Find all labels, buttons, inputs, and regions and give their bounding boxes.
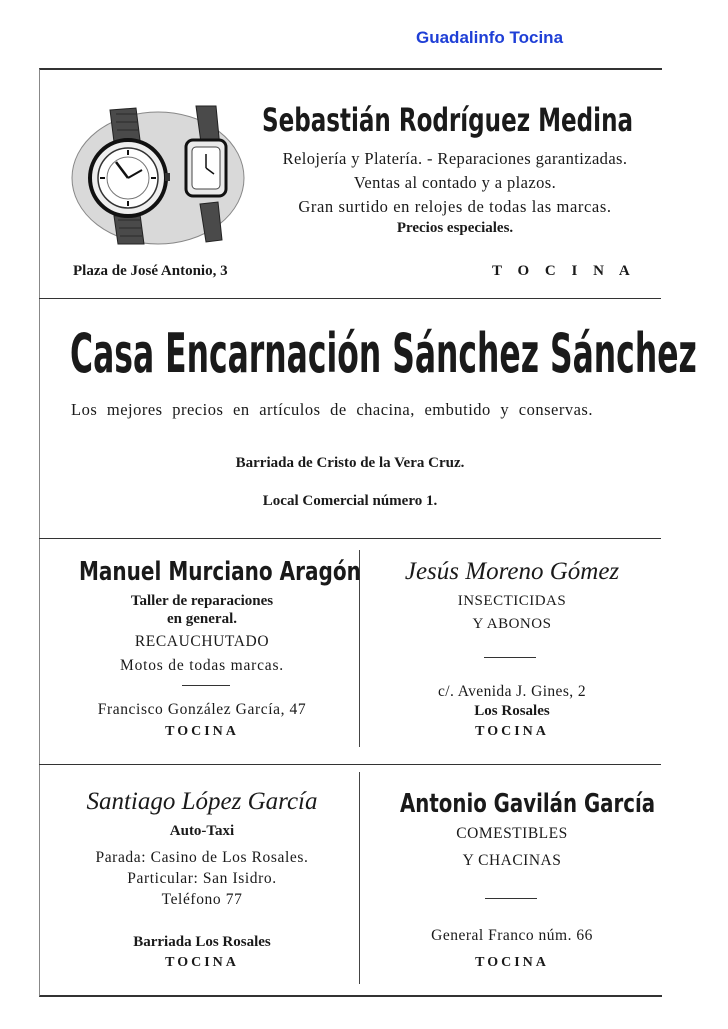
ad-murciano-town: TOCINA — [165, 724, 239, 739]
ad-lopez-town: TOCINA — [165, 955, 239, 970]
ad-watchmaker-address: Plaza de José Antonio, 3 — [73, 263, 228, 279]
ad-murciano-name: Manuel Murciano Aragón — [79, 557, 361, 587]
ad-watchmaker-line2: Ventas al contado y a plazos. — [353, 173, 557, 192]
ad-lopez-address: Barriada Los Rosales — [133, 934, 271, 950]
watermark-label: Guadalinfo Tocina — [416, 28, 564, 47]
ad-casa-encarnacion-address1: Barriada de Cristo de la Vera Cruz. — [235, 455, 465, 471]
ad-murciano-line3: RECAUCHUTADO — [134, 633, 270, 650]
wristwatch-illustration — [70, 100, 248, 246]
ad-casa-encarnacion-tagline: Los mejores precios en artículos de chacina, embutido y conservas. — [71, 400, 593, 419]
ad-gavilan-address: General Franco núm. 66 — [431, 927, 593, 944]
ad-lopez-line2: Parada: Casino de Los Rosales. — [95, 849, 309, 866]
ad-murciano-line1: Taller de reparaciones — [130, 593, 274, 609]
ad-murciano-address: Francisco González García, 47 — [97, 701, 307, 718]
ad-murciano-line2: en general. — [167, 611, 237, 627]
ad-casa-encarnacion-name: Casa Encarnación Sánchez Sánchez — [70, 322, 697, 385]
ad-lopez-line3: Particular: San Isidro. — [127, 870, 277, 887]
ad-watchmaker-town: T O C I N A — [492, 263, 630, 279]
ad-moreno-line1: INSECTICIDAS — [457, 593, 567, 609]
ad-watchmaker-name: Sebastián Rodríguez Medina — [262, 101, 634, 139]
ad-gavilan-name: Antonio Gavilán García — [400, 789, 656, 819]
ad-lopez-line1: Auto-Taxi — [169, 823, 235, 839]
ad-gavilan-town: TOCINA — [475, 955, 549, 970]
ad-gavilan-line2: Y CHACINAS — [462, 852, 562, 869]
separator-rule — [182, 685, 230, 686]
ad-moreno-locality: Los Rosales — [474, 703, 550, 719]
separator-rule — [485, 898, 537, 899]
ad-moreno-name: Jesús Moreno Gómez — [404, 558, 620, 585]
ad-watchmaker-line3: Gran surtido en relojes de todas las marcas. — [298, 197, 612, 216]
ad-watchmaker-line1: Relojería y Platería. - Reparaciones garantizadas. — [282, 149, 628, 168]
ad-moreno-address: c/. Avenida J. Gines, 2 — [438, 683, 586, 700]
ad-lopez-line4: Teléfono 77 — [161, 891, 243, 908]
divider — [39, 764, 661, 765]
ad-casa-encarnacion-address2: Local Comercial número 1. — [262, 493, 438, 509]
divider — [39, 298, 661, 299]
separator-rule — [484, 657, 536, 658]
ad-lopez-name: Santiago López García — [86, 788, 318, 815]
ad-watchmaker-line4: Precios especiales. — [396, 220, 514, 236]
ad-moreno-town: TOCINA — [475, 724, 549, 739]
divider — [39, 538, 661, 539]
ad-moreno-line2: Y ABONOS — [472, 616, 552, 632]
ad-gavilan-line1: COMESTIBLES — [456, 825, 568, 842]
column-divider — [359, 772, 360, 984]
ad-murciano-line4: Motos de todas marcas. — [120, 657, 284, 674]
